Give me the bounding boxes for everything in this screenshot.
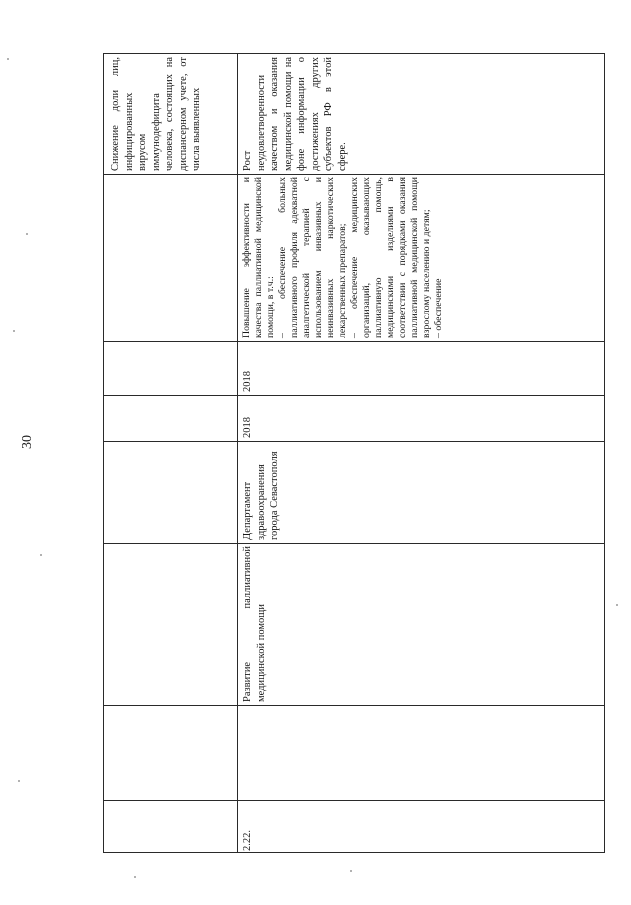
row-number: 2.22. bbox=[242, 830, 253, 851]
scan-speck bbox=[13, 330, 15, 332]
row-number-cell bbox=[239, 800, 259, 854]
scan-speck bbox=[134, 876, 136, 878]
end-year: 2018 bbox=[242, 371, 253, 392]
row-divider bbox=[104, 705, 604, 706]
expected-result-line: – обеспечение больных паллиативного профиля адекватной аналгетической терапией с использованием инвазивных и неинвазивных наркотических лекарственных препаратов; bbox=[277, 177, 348, 338]
consequences-text: Рост неудовлетворенности качеством и оказания медицинской помощи на фоне информации о достижениях других субъектов РФ в этой сфере. bbox=[242, 57, 348, 171]
start-year-cell bbox=[239, 395, 259, 441]
result-cell bbox=[107, 54, 244, 174]
page-number: 30 bbox=[20, 435, 35, 449]
data-table bbox=[103, 53, 605, 853]
expected-result-line: Повышение эффективности и качества паллиативной медицинской помощи, в т.ч.: bbox=[241, 177, 276, 338]
start-year: 2018 bbox=[242, 417, 253, 438]
result-text: Снижение доли лиц, инфицированных вирусом иммунодефицита человека, состоящих на диспансерном учете, от числа выявленных bbox=[110, 57, 202, 171]
executor: Департамент здравоохранения города Севастополя bbox=[242, 451, 280, 540]
row-divider bbox=[104, 441, 604, 442]
scan-speck bbox=[616, 604, 618, 606]
scan-speck bbox=[18, 780, 20, 782]
expected-result-cell bbox=[239, 174, 444, 341]
consequences-cell bbox=[239, 54, 376, 174]
expected-result-line: – обеспечение медицинских организаций, оказывающих паллиативную помощь, медицинскими изделиями в соответствии с порядками оказания паллиативной медицинской помощи взрослому населению и детям; bbox=[349, 177, 432, 338]
row-divider bbox=[104, 395, 604, 396]
event-name: Развитие паллиативной медицинской помощи bbox=[242, 546, 267, 702]
row-divider bbox=[104, 543, 604, 544]
row-divider bbox=[104, 800, 604, 801]
expected-result-line: – обеспечение bbox=[433, 278, 444, 338]
scan-speck bbox=[40, 554, 42, 556]
scan-speck bbox=[26, 233, 28, 235]
row-divider bbox=[104, 341, 604, 342]
scan-speck bbox=[7, 58, 9, 60]
scan-speck bbox=[350, 870, 352, 872]
executor-cell bbox=[239, 441, 299, 543]
row-divider bbox=[104, 174, 604, 175]
end-year-cell bbox=[239, 341, 259, 395]
event-name-cell bbox=[239, 543, 279, 705]
